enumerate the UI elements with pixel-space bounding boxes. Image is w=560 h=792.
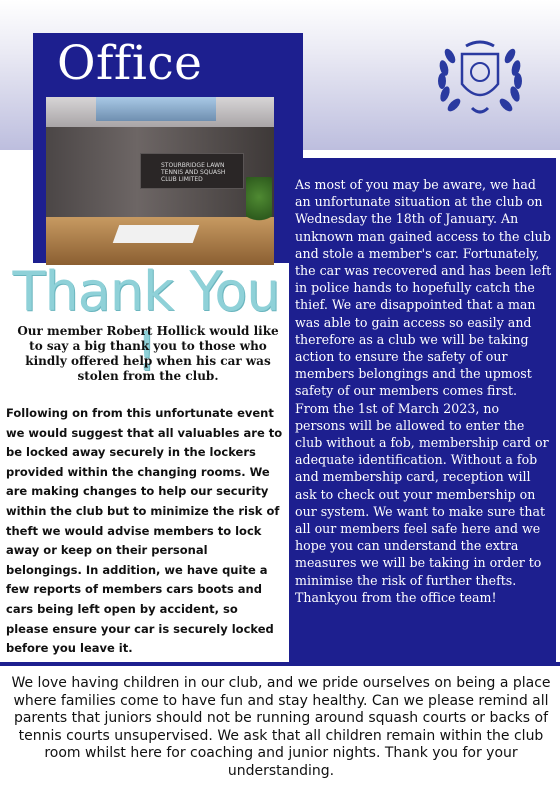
page-title: Office	[57, 36, 203, 91]
incident-report	[295, 176, 553, 606]
office-photo	[46, 97, 274, 265]
security-notice-text: Following on from this unfortunate event we would suggest that all valuables are to be locked away securely in the lockers provided within the changing rooms. We are making changes to help our security within the club but to minimize the risk of theft we would advise members to lock away or keep on their personal belongings. In addition, we have quite a few reports of members cars boots and cars being left open by accident, so please ensure your car is securely locked before you leave it.	[6, 406, 283, 656]
photo-window	[96, 97, 216, 121]
incident-signoff: Thankyou from the office team!	[295, 589, 497, 605]
thank-you-message: Our member Robert Hollick would like to say a big thank you to those who kindly offered help when his car was stolen from the club.	[17, 324, 279, 383]
photo-club-sign	[140, 153, 244, 189]
photo-plant	[246, 177, 272, 227]
incident-report-text: As most of you may be aware, we had an unfortunate situation at the club on Wednesday the 18th of January. An unknown man gained access to the club and stole a member's car. Fortunately, the car was recovered and has been left in police hands to hopefully catch the thief. We are disappointed that a man was able to gain access so easily and therefore as a club we will be taking action to ensure the safety of our members belongings and the upmost safety of our members comes first. From the 1st of March 2023, no persons will be allowed to enter the club without a fob, membership card or adequate identification. Without a fob and membership card, reception will ask to check out your membership on our system. We want to make sure that all our members feel safe here and we hope you can understand the extra measures we will be taking in order to minimise the risk of further thefts.	[295, 177, 552, 588]
photo-paper	[113, 225, 200, 243]
bottom-divider	[0, 662, 560, 666]
thank-you-heading: Thank You !	[12, 260, 280, 383]
club-crest-laurel-icon	[430, 26, 530, 126]
children-notice: We love having children in our club, and we pride ourselves on being a place where families come to have fun and stay healthy. Can we please remind all parents that juniors should not be running around squash courts or backs of tennis courts unsupervised. We ask that all children remain within the club room whilst here for coaching and junior nights. Thank you for your understanding.	[11, 675, 551, 779]
photo-sign-text: STOURBRIDGE LAWN TENNIS AND SQUASH CLUB LIMITED	[161, 162, 226, 183]
